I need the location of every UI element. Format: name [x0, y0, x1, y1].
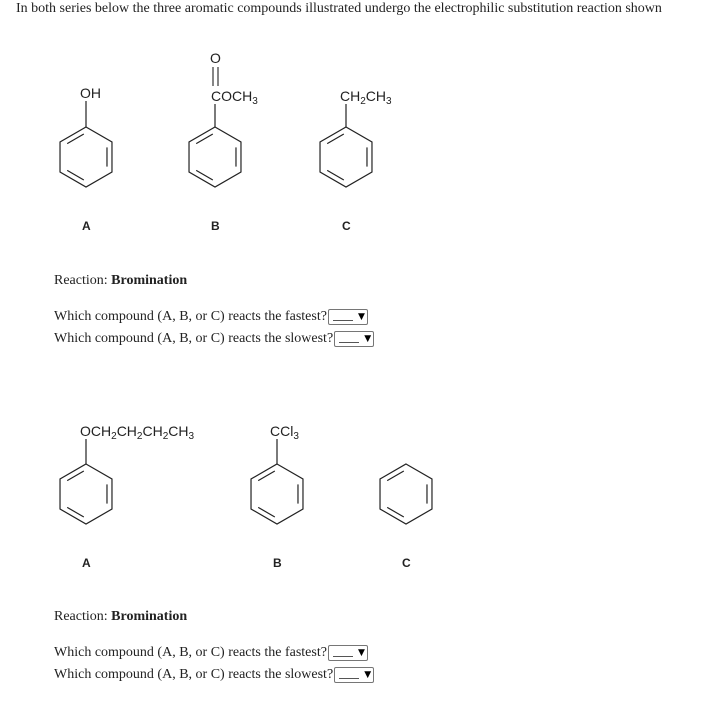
selected-value: [333, 656, 353, 657]
substituent-ch2ch3: $CH_2CH_3$: [340, 88, 392, 107]
benzene-ring: [251, 464, 303, 524]
compound-label: C: [342, 219, 351, 233]
answer-dropdown-fastest[interactable]: [328, 645, 368, 661]
selected-value: [339, 342, 359, 343]
question-slowest: [54, 328, 374, 349]
benzene-ring: [380, 464, 432, 524]
compound-2a: [60, 423, 194, 570]
benzene-ring: [320, 127, 372, 187]
compound-1a: [60, 85, 112, 233]
question-text: Which compound (A, B, or C) reacts the fastest?: [54, 645, 327, 660]
answer-dropdown-slowest[interactable]: [334, 667, 374, 683]
chevron-down-icon: ▼: [358, 311, 365, 322]
compound-label: B: [273, 556, 282, 570]
chevron-down-icon: ▼: [358, 647, 365, 658]
answer-dropdown-slowest[interactable]: [334, 331, 374, 347]
substituent-coch3: $COCH_3$: [211, 88, 258, 107]
reaction-label: Reaction:: [54, 273, 108, 288]
compound-label: C: [402, 556, 411, 570]
chevron-down-icon: ▼: [364, 669, 372, 680]
benzene-ring: [60, 464, 112, 524]
answer-dropdown-fastest[interactable]: [328, 309, 368, 325]
substituent-obutyl: $OCH_2CH_2CH_2CH_3$: [80, 423, 195, 442]
question-slowest: [54, 664, 374, 685]
reaction-line: [54, 609, 187, 625]
benzene-ring: [60, 127, 112, 187]
compound-2c: [380, 464, 432, 570]
chevron-down-icon: ▼: [364, 333, 372, 344]
compound-label: A: [82, 556, 91, 570]
compound-1c: [320, 88, 392, 233]
reaction-name: Bromination: [111, 273, 188, 288]
intro-text: In both series below the three aromatic compounds illustrated undergo the electrophilic substitution reaction shown: [16, 1, 662, 16]
compound-label: B: [211, 219, 220, 233]
question-fastest: [54, 642, 368, 663]
compound-label: A: [82, 219, 91, 233]
substituent-ccl3: CCl$_3$: [270, 423, 299, 442]
question-text: Which compound (A, B, or C) reacts the slowest?: [54, 331, 334, 346]
question-text: Which compound (A, B, or C) reacts the slowest?: [54, 667, 334, 682]
reaction-name: Bromination: [111, 609, 188, 624]
question-text: Which compound (A, B, or C) reacts the fastest?: [54, 309, 327, 324]
selected-value: [339, 678, 359, 679]
substituent-oh: OH: [80, 85, 101, 101]
question-fastest: [54, 306, 368, 327]
reaction-label: Reaction:: [54, 609, 108, 624]
compound-2b: [251, 423, 303, 570]
selected-value: [333, 320, 353, 321]
reaction-line: [54, 273, 187, 289]
benzene-ring: [189, 127, 241, 187]
carbonyl-oxygen: O: [210, 50, 221, 66]
compound-1b: [189, 50, 258, 233]
